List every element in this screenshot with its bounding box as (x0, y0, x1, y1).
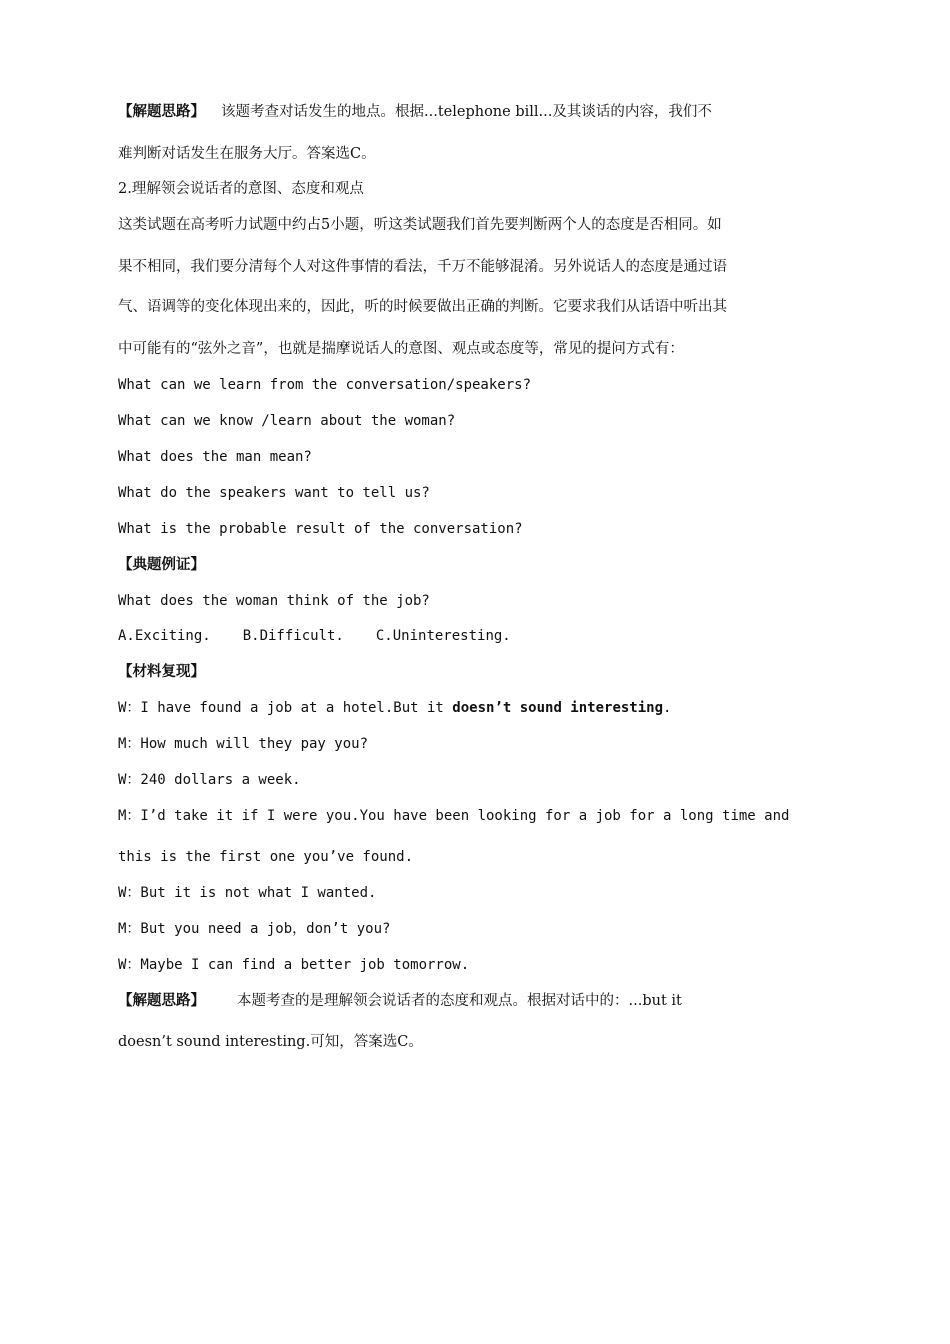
analysis2-line-2: doesn’t sound interesting.可知，答案选C。 (118, 1034, 423, 1050)
dialogue-line: M：How much will they pay you? (118, 736, 369, 752)
question-item: What does the man mean? (118, 449, 312, 465)
paragraph-line-4: 中可能有的“弦外之音”，也就是揣摩说话人的意图、观点或态度等，常见的提问方式有： (118, 341, 684, 357)
question-item: What do the speakers want to tell us? (118, 485, 430, 501)
dialogue-line: M：I’d take it if I were you.You have been looking for a job for a long time and (118, 808, 790, 824)
analysis2-label: 【解题思路】 (118, 992, 205, 1009)
paragraph-line-2: 果不相同，我们要分清每个人对这件事情的看法，千万不能够混淆。另外说话人的态度是通过语 (118, 259, 727, 275)
analysis-line-1 (118, 102, 712, 122)
option-c: C.Uninteresting. (375, 628, 511, 644)
dialogue-emphasis: doesn’t sound interesting (452, 700, 664, 716)
paragraph-line-1: 这类试题在高考听力试题中约占5小题，听这类试题我们首先要判断两个人的态度是否相同。如 (118, 217, 722, 233)
material-label: 【材料复现】 (118, 663, 205, 680)
dialogue-line: this is the first one you’ve found. (118, 849, 414, 865)
dialogue-line: W：But it is not what I wanted. (118, 885, 377, 901)
dialogue-line: W：240 dollars a week. (118, 772, 301, 788)
option-a: A.Exciting. (118, 628, 211, 644)
options-line (118, 626, 511, 646)
analysis-line-2: 难判断对话发生在服务大厅。答案选C。 (118, 146, 376, 162)
example-label: 【典题例证】 (118, 556, 205, 573)
question-item: What can we know /learn about the woman? (118, 413, 456, 429)
question-item: What can we learn from the conversation/speakers? (118, 377, 532, 393)
option-b: B.Difficult. (242, 628, 344, 644)
dialogue-line (118, 698, 671, 718)
dialogue-text: W：I have found a job at a hotel.But it (118, 700, 453, 716)
dialogue-line: M：But you need a job，don’t you? (118, 921, 391, 937)
analysis2-text: 本题考查的是理解领会说话者的态度和观点。根据对话中的：...but it (237, 993, 682, 1009)
question-item: What is the probable result of the conversation? (118, 521, 523, 537)
dialogue-line: W：Maybe I can find a better job tomorrow. (118, 957, 470, 973)
analysis-label: 【解题思路】 (118, 103, 205, 120)
analysis2-line-1 (118, 991, 682, 1011)
analysis-text: 该题考查对话发生的地点。根据...telephone bill...及其谈话的内容，我们不 (221, 104, 712, 120)
section-heading: 2.理解领会说话者的意图、态度和观点 (118, 181, 364, 197)
example-question: What does the woman think of the job? (118, 593, 430, 609)
paragraph-line-3: 气、语调等的变化体现出来的，因此，听的时候要做出正确的判断。它要求我们从话语中听出其 (118, 299, 727, 315)
dialogue-text: . (663, 700, 672, 716)
